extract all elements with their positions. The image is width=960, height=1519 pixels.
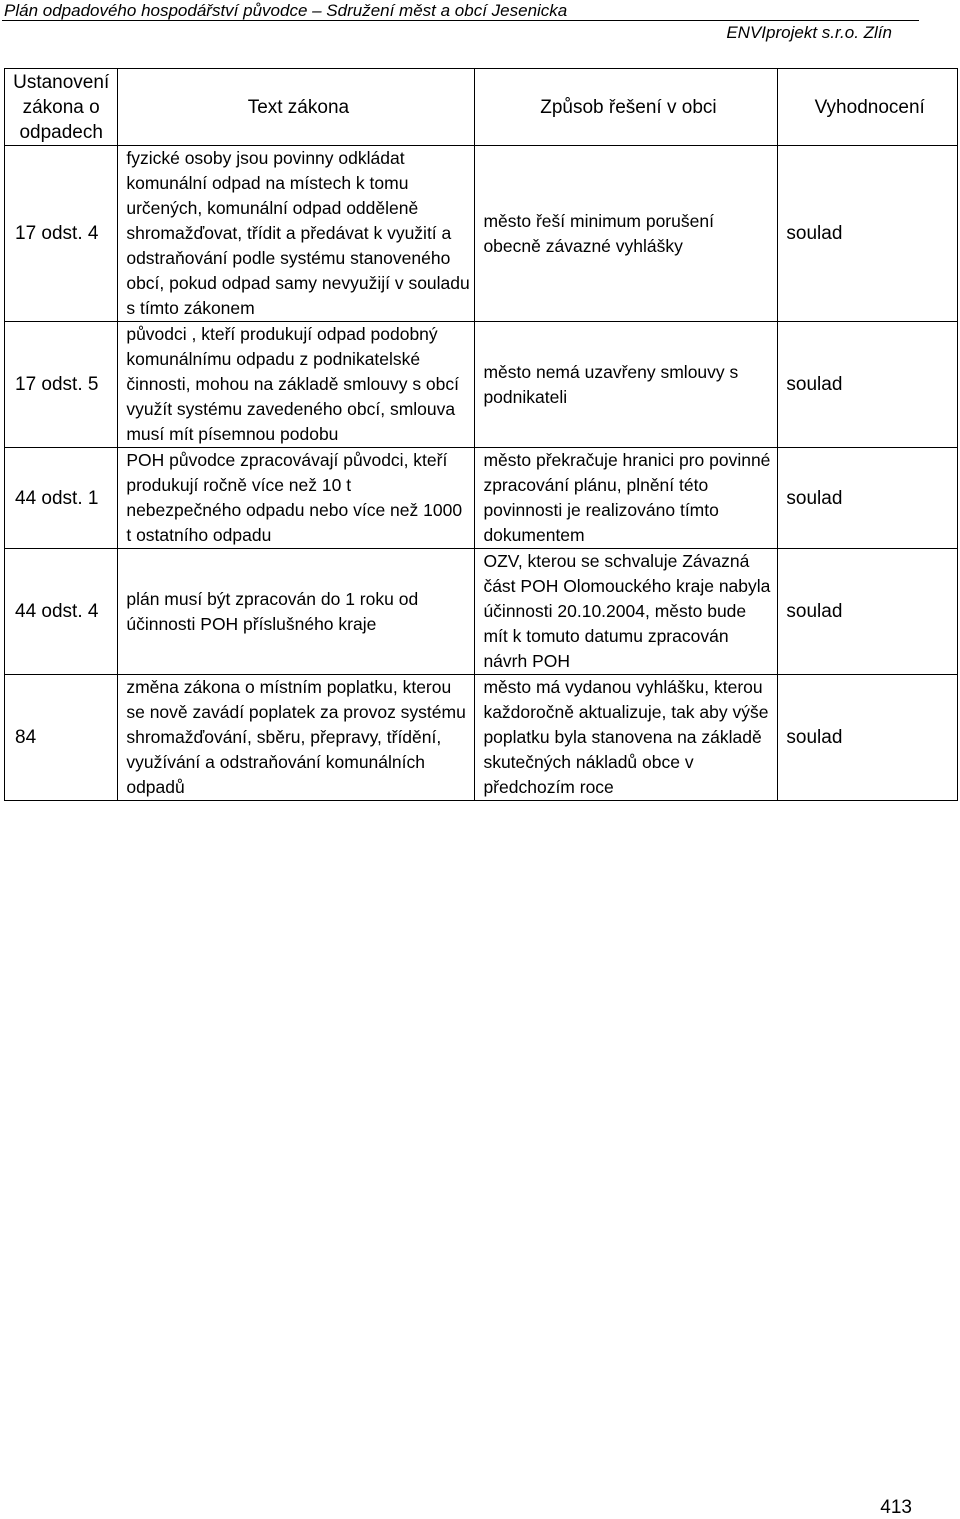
header-divider [2, 20, 919, 21]
column-header-law: Ustanovení zákona o odpadech [5, 69, 118, 146]
evaluation-cell: soulad [778, 675, 958, 801]
evaluation-cell: soulad [778, 322, 958, 448]
solution-cell: město nemá uzavřeny smlouvy s podnikateli [475, 322, 778, 448]
column-header-solution: Způsob řešení v obci [475, 69, 778, 146]
law-provision-cell: 44 odst. 4 [5, 549, 118, 675]
law-provision-cell: 17 odst. 5 [5, 322, 118, 448]
solution-cell: město překračuje hranici pro povinné zpracování plánu, plnění této povinnosti je realizováno tímto dokumentem [475, 448, 778, 549]
evaluation-cell: soulad [778, 549, 958, 675]
column-header-text: Text zákona [118, 69, 475, 146]
table-row [5, 675, 958, 801]
law-text-cell: plán musí být zpracován do 1 roku od účinnosti POH příslušného kraje [118, 549, 475, 675]
evaluation-cell: soulad [778, 146, 958, 322]
law-provision-cell: 44 odst. 1 [5, 448, 118, 549]
evaluation-cell: soulad [778, 448, 958, 549]
table-row [5, 549, 958, 675]
law-text-cell: fyzické osoby jsou povinny odkládat komunální odpad na místech k tomu určených, komunální odpad odděleně shromažďovat, třídit a předávat k využití a odstraňování podle systému stanoveného obcí, pokud odpad samy nevyužijí v souladu s tímto zákonem [118, 146, 475, 322]
law-text-cell: změna zákona o místním poplatku, kterou se nově zavádí poplatek za provoz systému shromažďování, sběru, přepravy, třídění, využívání a odstraňování komunálních odpadů [118, 675, 475, 801]
law-provision-cell: 17 odst. 4 [5, 146, 118, 322]
table-row [5, 322, 958, 448]
table-row [5, 146, 958, 322]
document-title: Plán odpadového hospodářství původce – Sdružení měst a obcí Jesenicka [4, 1, 568, 20]
table-header-row [5, 69, 958, 146]
company-name: ENVIprojekt s.r.o. Zlín [726, 23, 892, 42]
table-row [5, 448, 958, 549]
solution-cell: město má vydanou vyhlášku, kterou každoročně aktualizuje, tak aby výše poplatku byla stanovena na základě skutečných nákladů obce v předchozím roce [475, 675, 778, 801]
solution-cell: OZV, kterou se schvaluje Závazná část POH Olomouckého kraje nabyla účinnosti 20.10.2004, město bude mít k tomuto datumu zpracován návrh POH [475, 549, 778, 675]
solution-cell: město řeší minimum porušení obecně závazné vyhlášky [475, 146, 778, 322]
law-compliance-table [4, 68, 958, 801]
column-header-evaluation: Vyhodnocení [778, 69, 958, 146]
page-number: 413 [880, 1497, 912, 1518]
law-text-cell: původci , kteří produkují odpad podobný komunálnímu odpadu z podnikatelské činnosti, mohou na základě smlouvy s obcí využít systému zavedeného obcí, smlouva musí mít písemnou podobu [118, 322, 475, 448]
law-provision-cell: 84 [5, 675, 118, 801]
law-text-cell: POH původce zpracovávají původci, kteří produkují ročně více než 10 t nebezpečného odpadu nebo více než 1000 t ostatního odpadu [118, 448, 475, 549]
